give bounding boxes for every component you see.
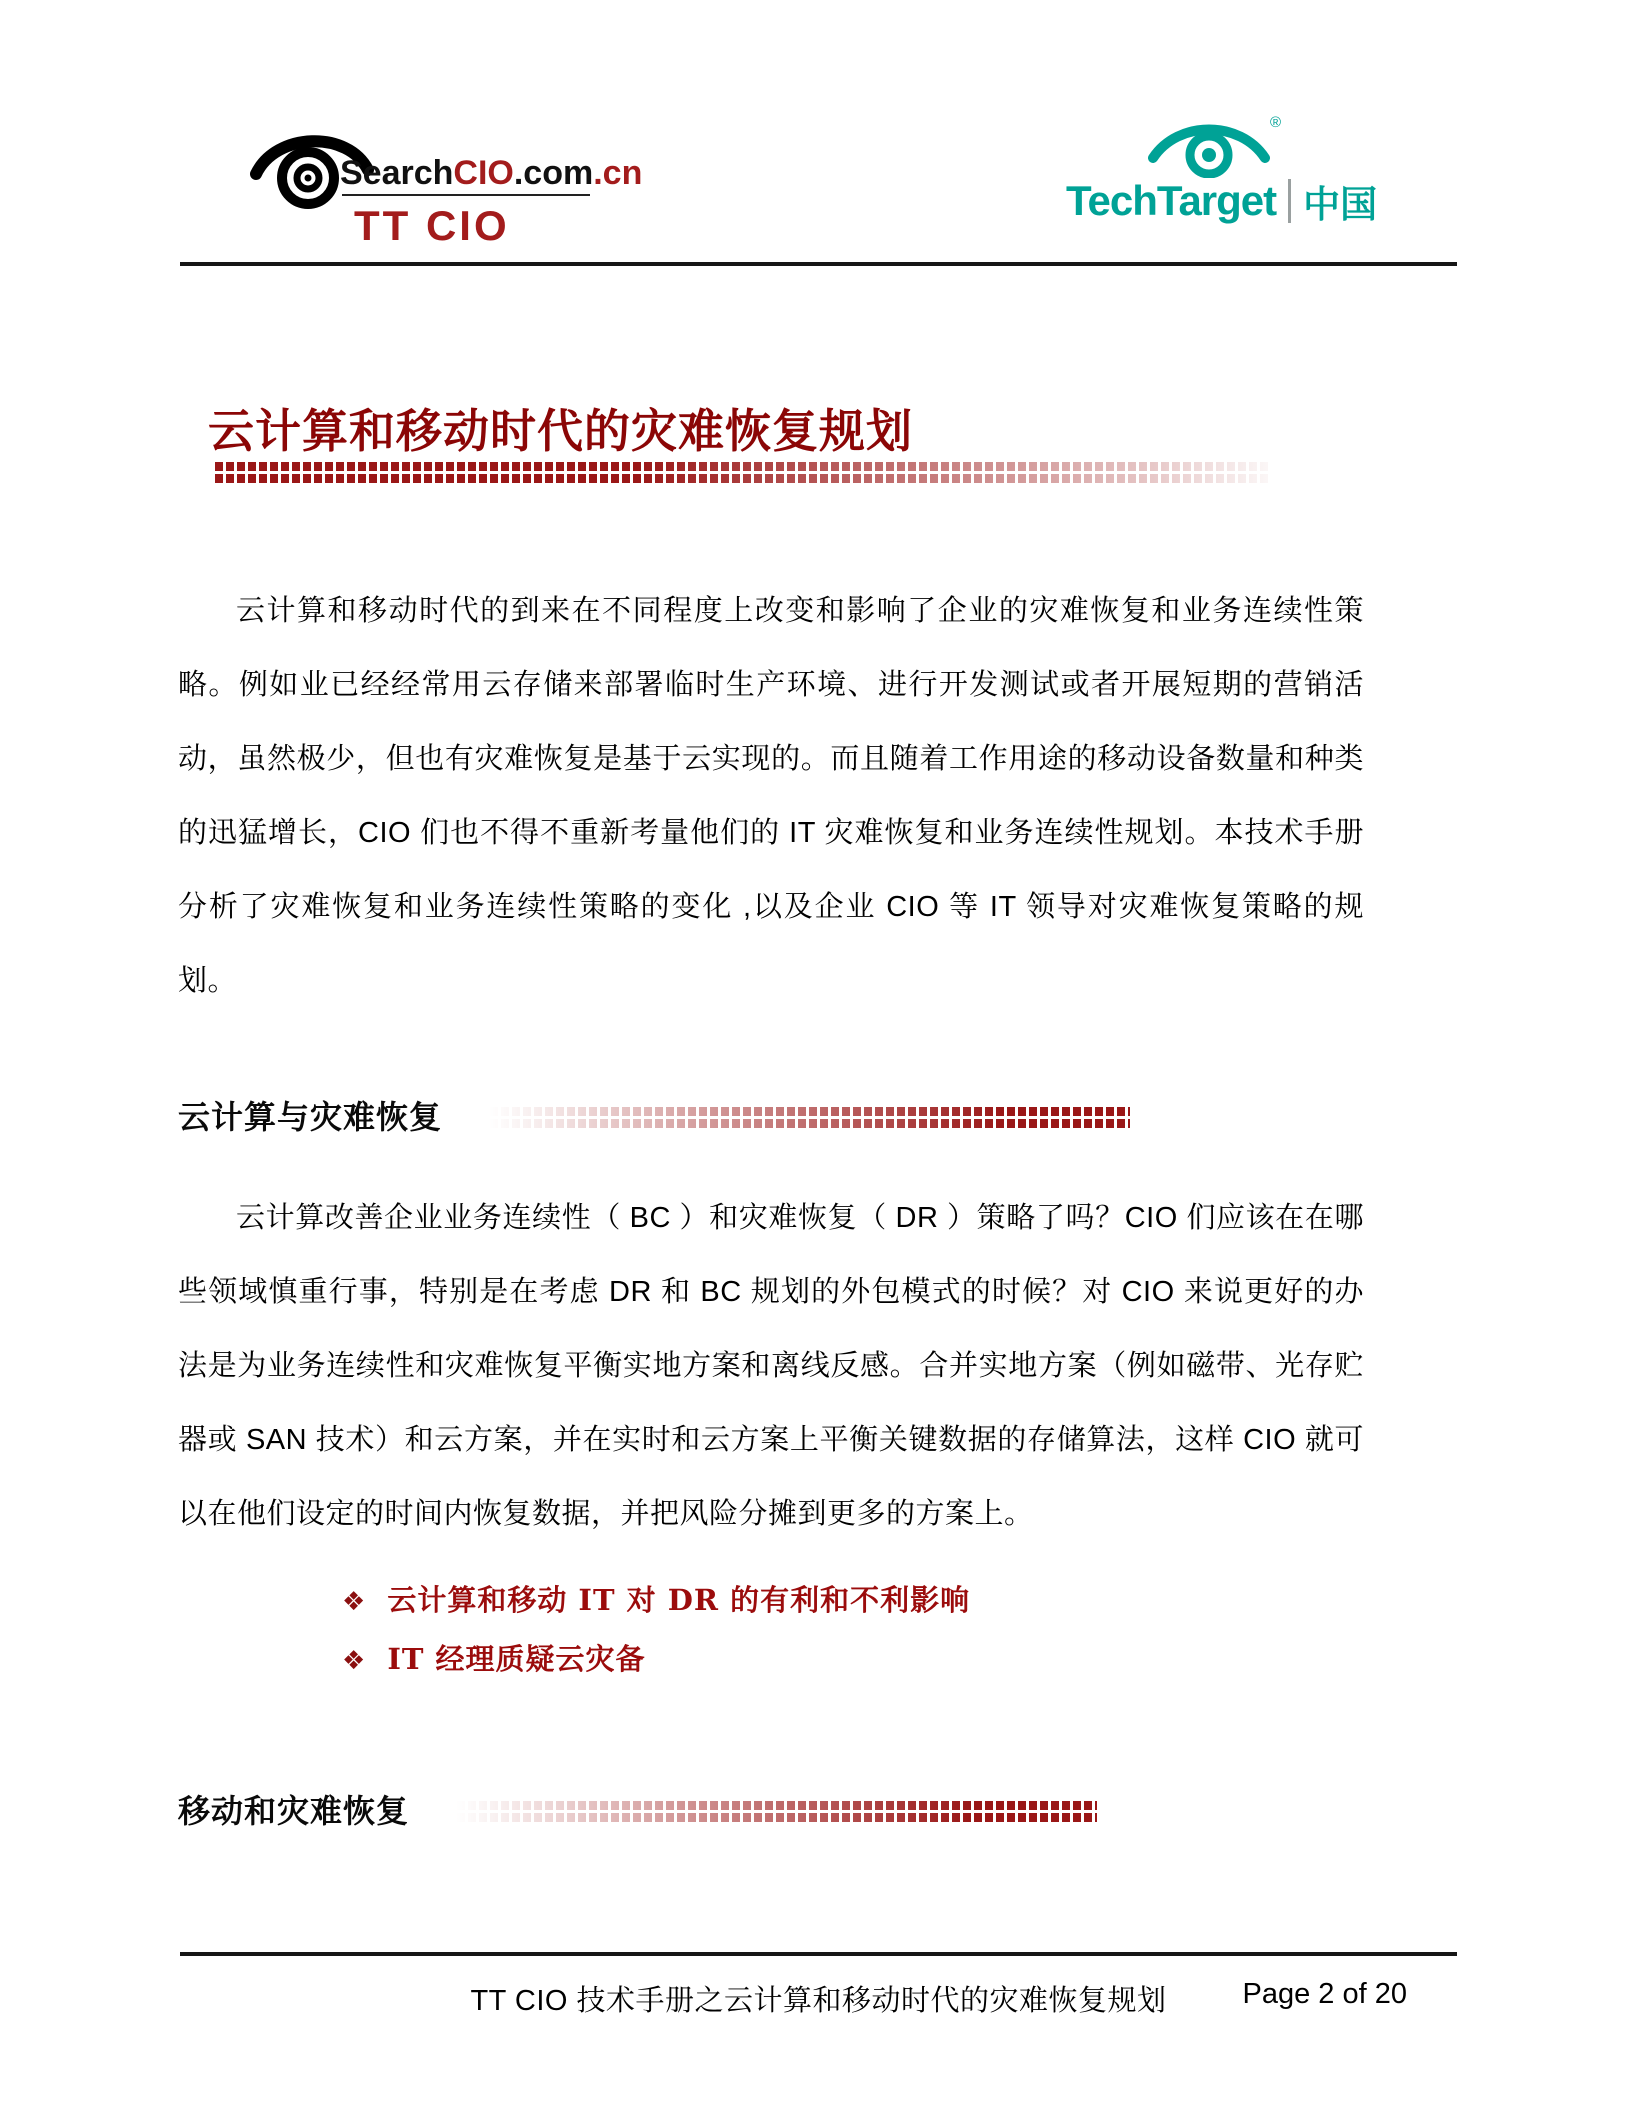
techtarget-eye-icon: [1148, 114, 1270, 178]
page-footer: [180, 1978, 1457, 2019]
link-it-manager-cloud-dr[interactable]: IT 经理质疑云灾备: [387, 1642, 646, 1676]
title-dotted-divider: [215, 462, 1270, 483]
techtarget-wordmark: TechTarget: [1066, 177, 1277, 224]
diamond-bullet-icon: ❖: [342, 1586, 366, 1616]
diamond-bullet-icon: ❖: [342, 1645, 366, 1675]
intro-paragraph: 云计算和移动时代的到来在不同程度上改变和影响了企业的灾难恢复和业务连续性策略。例如业已经经常用云存储来部署临时生产环境、进行开发测试或者开展短期的营销活动，虽然极少，但也有灾难恢复是基于云实现的。而且随着工作用途的移动设备数量和种类的迅猛增长，CIO 们也不得不重新考量他们的 IT 灾难恢复和业务连续性规划。本技术手册分析了灾难恢复和业务连续性策略的变化 ,以及企业 CIO 等 IT 领导对灾难恢复策略的规划。: [178, 595, 1364, 997]
section-dotted-divider: [457, 1801, 1097, 1822]
wordmark-cio: CIO: [453, 154, 514, 192]
wordmark-search: Search: [340, 154, 454, 192]
logo-divider: [1288, 179, 1291, 223]
section-link-list: [342, 1582, 970, 1700]
wordmark-dotcom: .com: [513, 154, 594, 192]
searchcio-underline: [342, 194, 590, 196]
section-cloud-dr: [178, 1092, 1130, 1138]
section-body-paragraph: 云计算改善企业业务连续性（ BC ）和灾难恢复（ DR ）策略了吗？CIO 们应该在在哪些领域慎重行事，特别是在考虑 DR 和 BC 规划的外包模式的时候？对 CIO 来说更好的办法是为业务连续性和灾难恢复平衡实地方案和离线反感。合并实地方案（例如磁带、光存贮器或 SAN 技术）和云方案，并在实时和云方案上平衡关键数据的存储算法，这样 CIO 就可以在他们设定的时间内恢复数据，并把风险分摊到更多的方案上。: [178, 1202, 1364, 1530]
page-title: 云计算和移动时代的灾难恢复规划: [208, 404, 913, 457]
section-heading: 云计算与灾难恢复: [178, 1099, 443, 1135]
header-rule: [180, 262, 1457, 266]
techtarget-region: 中国: [1303, 184, 1378, 225]
section-dotted-divider: [490, 1107, 1130, 1128]
link-cloud-mobile-dr-impact[interactable]: 云计算和移动 IT 对 DR 的有利和不利影响: [387, 1583, 971, 1617]
searchcio-logo: [250, 122, 643, 249]
section-mobile-dr: [178, 1786, 1097, 1832]
wordmark-dotcn: .cn: [593, 154, 643, 192]
footer-rule: [180, 1952, 1457, 1956]
ttcio-wordmark: TT CIO: [354, 202, 510, 249]
list-item[interactable]: [342, 1582, 970, 1620]
footer-handbook-title: TT CIO 技术手册之云计算和移动时代的灾难恢复规划: [470, 1985, 1167, 2017]
registered-mark: ®: [1270, 114, 1282, 131]
searchcio-wordmark: [340, 154, 642, 193]
footer-page-indicator: Page 2 of 20: [1242, 1978, 1407, 2010]
list-item[interactable]: [342, 1641, 970, 1679]
section-heading: 移动和灾难恢复: [178, 1793, 410, 1829]
techtarget-logo: [1066, 112, 1376, 232]
